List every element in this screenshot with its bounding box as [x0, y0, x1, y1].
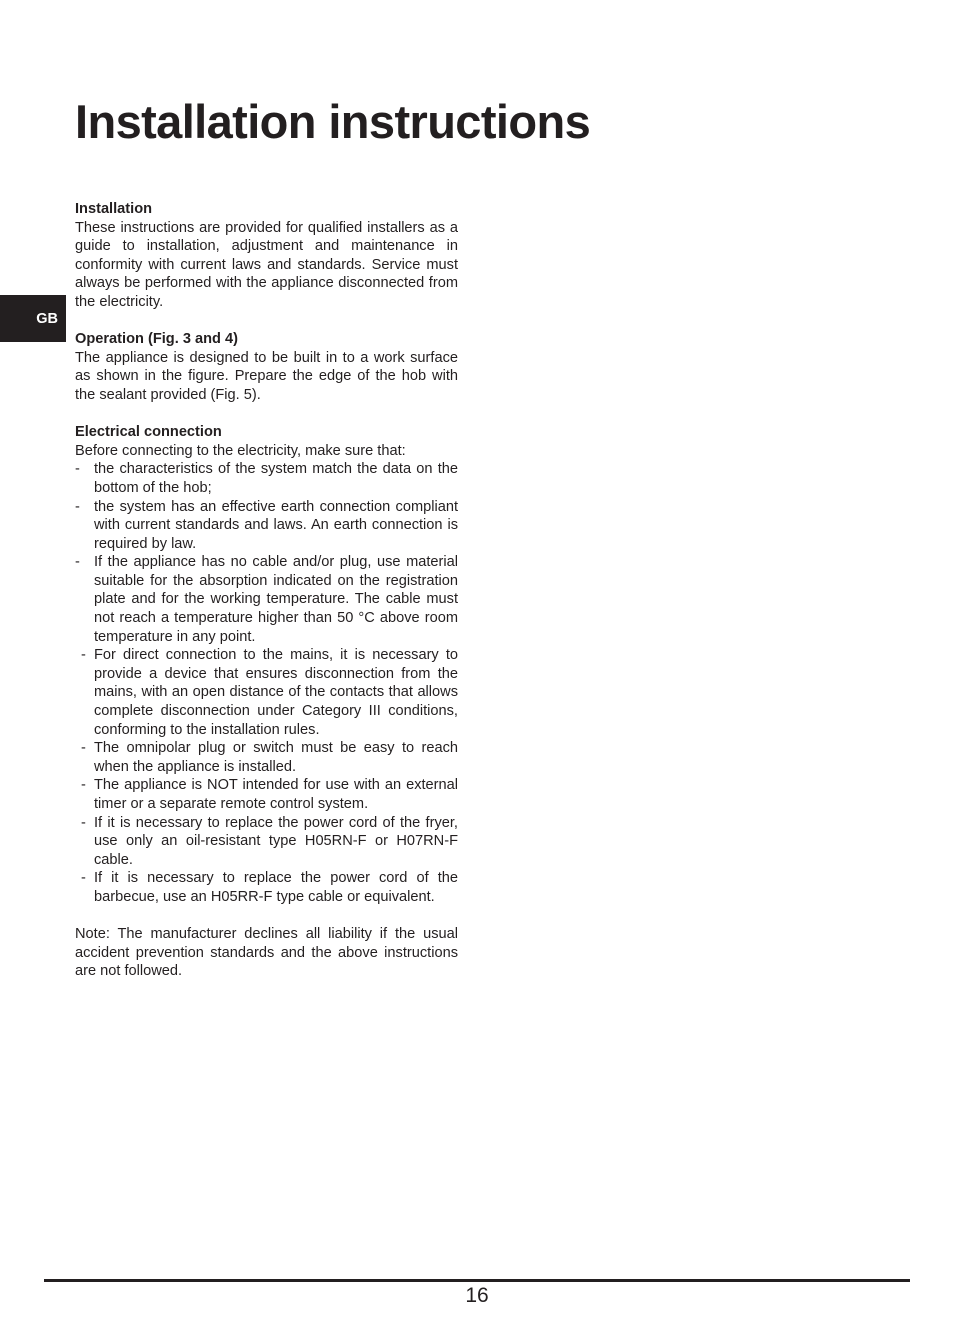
- list-item: [75, 498, 458, 554]
- footer-divider: [44, 1279, 910, 1282]
- note-body: Note: The manufacturer declines all liability if the usual accident prevention standards and the above instructions are not followed.: [75, 926, 458, 980]
- list-item: [75, 646, 458, 739]
- bullet-dash: -: [75, 461, 80, 478]
- page-title: Installation instructions: [75, 95, 591, 148]
- list-item-text: For direct connection to the mains, it is necessary to provide a device that ensures disconnection from the mains, with an open distance of the contacts that allows complete disconnection under Category III conditions, conforming to the installation rules.: [94, 647, 458, 738]
- list-item: [75, 814, 458, 870]
- electrical-intro: Before connecting to the electricity, make sure that:: [75, 442, 406, 459]
- list-item-text: the system has an effective earth connection compliant with current standards and laws. An earth connection is required by law.: [94, 498, 458, 552]
- list-item-text: If it is necessary to replace the power cord of the barbecue, use an H05RR-F type cable or equivalent.: [94, 870, 458, 905]
- main-content: [75, 200, 458, 1000]
- list-item: [75, 776, 458, 813]
- list-item-text: If the appliance has no cable and/or plug, use material suitable for the absorption indicated on the registration plate and for the working temperature. The cable must not reach a temperature higher than 50 °C above room temperature in any point.: [94, 554, 458, 645]
- page-number: 16: [465, 1284, 489, 1307]
- list-item: [75, 739, 458, 776]
- list-item: [75, 869, 458, 906]
- bullet-dash: -: [75, 554, 80, 571]
- list-item: [75, 553, 458, 646]
- electrical-requirements-list: [75, 460, 458, 906]
- electrical-section: [75, 423, 458, 906]
- bullet-dash: -: [81, 740, 86, 757]
- list-item-text: the characteristics of the system match the data on the bottom of the hob;: [94, 461, 458, 496]
- installation-section: [75, 200, 458, 312]
- list-item-text: If it is necessary to replace the power cord of the fryer, use only an oil-resistant type H05RN-F or H07RN-F cable.: [94, 814, 458, 868]
- installation-body: These instructions are provided for qualified installers as a guide to installation, adjustment and maintenance in conformity with current laws and standards. Service must always be performed with the appliance disconnected from the electricity.: [75, 219, 458, 310]
- installation-heading: Installation: [75, 201, 153, 217]
- bullet-dash: -: [75, 498, 80, 515]
- operation-body: The appliance is designed to be built in to a work surface as shown in the figure. Prepare the edge of the hob with the sealant provided (Fig. 5).: [75, 349, 458, 403]
- electrical-heading: Electrical connection: [75, 424, 222, 441]
- bullet-dash: -: [81, 870, 86, 887]
- list-item-text: The omnipolar plug or switch must be easy to reach when the appliance is installed.: [94, 740, 458, 775]
- list-item: [75, 460, 458, 497]
- bullet-dash: -: [81, 814, 86, 831]
- language-tab: GB: [0, 295, 66, 342]
- note-section: [75, 925, 458, 981]
- operation-section: [75, 330, 458, 404]
- operation-heading: Operation (Fig. 3 and 4): [75, 331, 238, 348]
- list-item-text: The appliance is NOT intended for use with an external timer or a separate remote control system.: [94, 777, 458, 812]
- bullet-dash: -: [81, 777, 86, 794]
- bullet-dash: -: [81, 647, 86, 664]
